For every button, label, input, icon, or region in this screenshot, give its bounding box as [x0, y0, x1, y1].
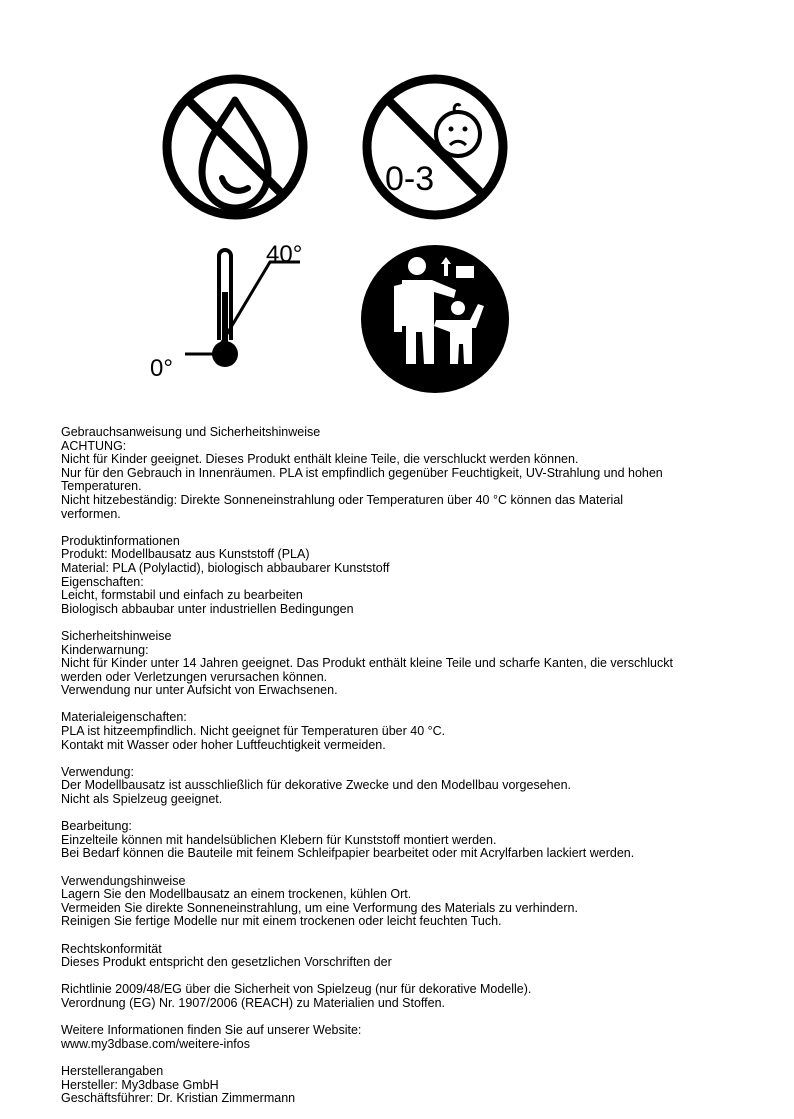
text-line: Nicht hitzebeständig: Direkte Sonneneinstrahlung oder Temperaturen über 40 °C können das Material [61, 492, 624, 507]
text-line: Biologisch abbaubar unter industriellen Bedingungen [61, 601, 354, 616]
section-use [61, 766, 761, 807]
section-safety [61, 630, 761, 698]
section-material [61, 711, 761, 752]
text-line: Produkt: Modellbausatz aus Kunststoff (PLA) [61, 547, 310, 562]
instruction-text [61, 426, 761, 1119]
temperature-range-icon [140, 232, 320, 382]
text-line: verformen. [61, 506, 121, 521]
no-children-0-3-icon [360, 72, 510, 222]
section-legal [61, 943, 761, 1011]
temp-high-label: 40° [266, 241, 303, 268]
text-line: Kinderwarnung: [61, 642, 149, 657]
section-usage [61, 426, 761, 521]
text-line: Temperaturen. [61, 479, 142, 494]
text-line: Vermeiden Sie direkte Sonneneinstrahlung, um eine Verformung des Materials zu verhindern. [61, 900, 578, 915]
text-line: Nur für den Gebrauch in Innenräumen. PLA ist empfindlich gegenüber Feuchtigkeit, UV-Strahlung und hohen [61, 465, 663, 480]
adult-supervision-icon [360, 244, 510, 394]
text-line: Verwendung nur unter Aufsicht von Erwachsenen. [61, 683, 338, 698]
section-processing [61, 820, 761, 861]
text-line: Hersteller: My3dbase GmbH [61, 1077, 219, 1092]
age-label: 0-3 [385, 160, 435, 198]
section-title: Verwendungshinweise [61, 873, 186, 888]
section-title: Materialeigenschaften: [61, 710, 187, 725]
section-title: Rechtskonformität [61, 941, 162, 956]
warning-icons [0, 0, 794, 400]
temp-low-label: 0° [150, 355, 173, 382]
text-line: Dieses Produkt entspricht den gesetzlichen Vorschriften der [61, 955, 392, 970]
section-title: Bearbeitung: [61, 819, 132, 834]
text-line: Reinigen Sie fertige Modelle nur mit einem trockenen oder leicht feuchten Tuch. [61, 914, 502, 929]
text-line: Verordnung (EG) Nr. 1907/2006 (REACH) zu Materialien und Stoffen. [61, 995, 446, 1010]
text-line: PLA ist hitzeempfindlich. Nicht geeignet für Temperaturen über 40 °C. [61, 724, 446, 739]
section-manufacturer [61, 1065, 761, 1106]
text-line: Nicht für Kinder geeignet. Dieses Produkt enthält kleine Teile, die verschluckt werden können. [61, 452, 579, 467]
section-product [61, 535, 761, 617]
text-line: Kontakt mit Wasser oder hoher Luftfeuchtigkeit vermeiden. [61, 737, 386, 752]
section-title: Herstellerangaben [61, 1063, 164, 1078]
section-info [61, 1024, 761, 1051]
section-title: Gebrauchsanweisung und Sicherheitshinweise [61, 425, 321, 439]
section-handling [61, 875, 761, 929]
text-line: Geschäftsführer: Dr. Kristian Zimmermann [61, 1091, 296, 1106]
text-line: Der Modellbausatz ist ausschließlich für dekorative Zwecke und den Modellbau vorgesehen. [61, 778, 571, 793]
text-line: Weitere Informationen finden Sie auf unserer Website: [61, 1023, 362, 1038]
no-water-icon [160, 72, 310, 222]
website-link[interactable]: www.my3dbase.com/weitere-infos [61, 1036, 250, 1051]
text-line: Nicht als Spielzeug geeignet. [61, 792, 223, 807]
section-title: Sicherheitshinweise [61, 628, 172, 643]
text-line: Material: PLA (Polylactid), biologisch abbaubarer Kunststoff [61, 560, 390, 575]
text-line: Leicht, formstabil und einfach zu bearbeiten [61, 588, 303, 603]
text-line: Nicht für Kinder unter 14 Jahren geeignet. Das Produkt enthält kleine Teile und scharfe Kanten, die verschluckt [61, 656, 673, 671]
section-title: Verwendung: [61, 764, 134, 779]
text-line: Einzelteile können mit handelsüblichen Klebern für Kunststoff montiert werden. [61, 832, 497, 847]
text-line: werden oder Verletzungen verursachen können. [61, 669, 328, 684]
text-line: ACHTUNG: [61, 438, 127, 453]
text-line: Richtlinie 2009/48/EG über die Sicherheit von Spielzeug (nur für dekorative Modelle). [61, 982, 532, 997]
text-line: Lagern Sie den Modellbausatz an einem trockenen, kühlen Ort. [61, 887, 412, 902]
section-title: Produktinformationen [61, 533, 180, 548]
text-line: Eigenschaften: [61, 574, 144, 589]
text-line: Bei Bedarf können die Bauteile mit feinem Schleifpapier bearbeitet oder mit Acrylfarben lackiert werden. [61, 846, 635, 861]
